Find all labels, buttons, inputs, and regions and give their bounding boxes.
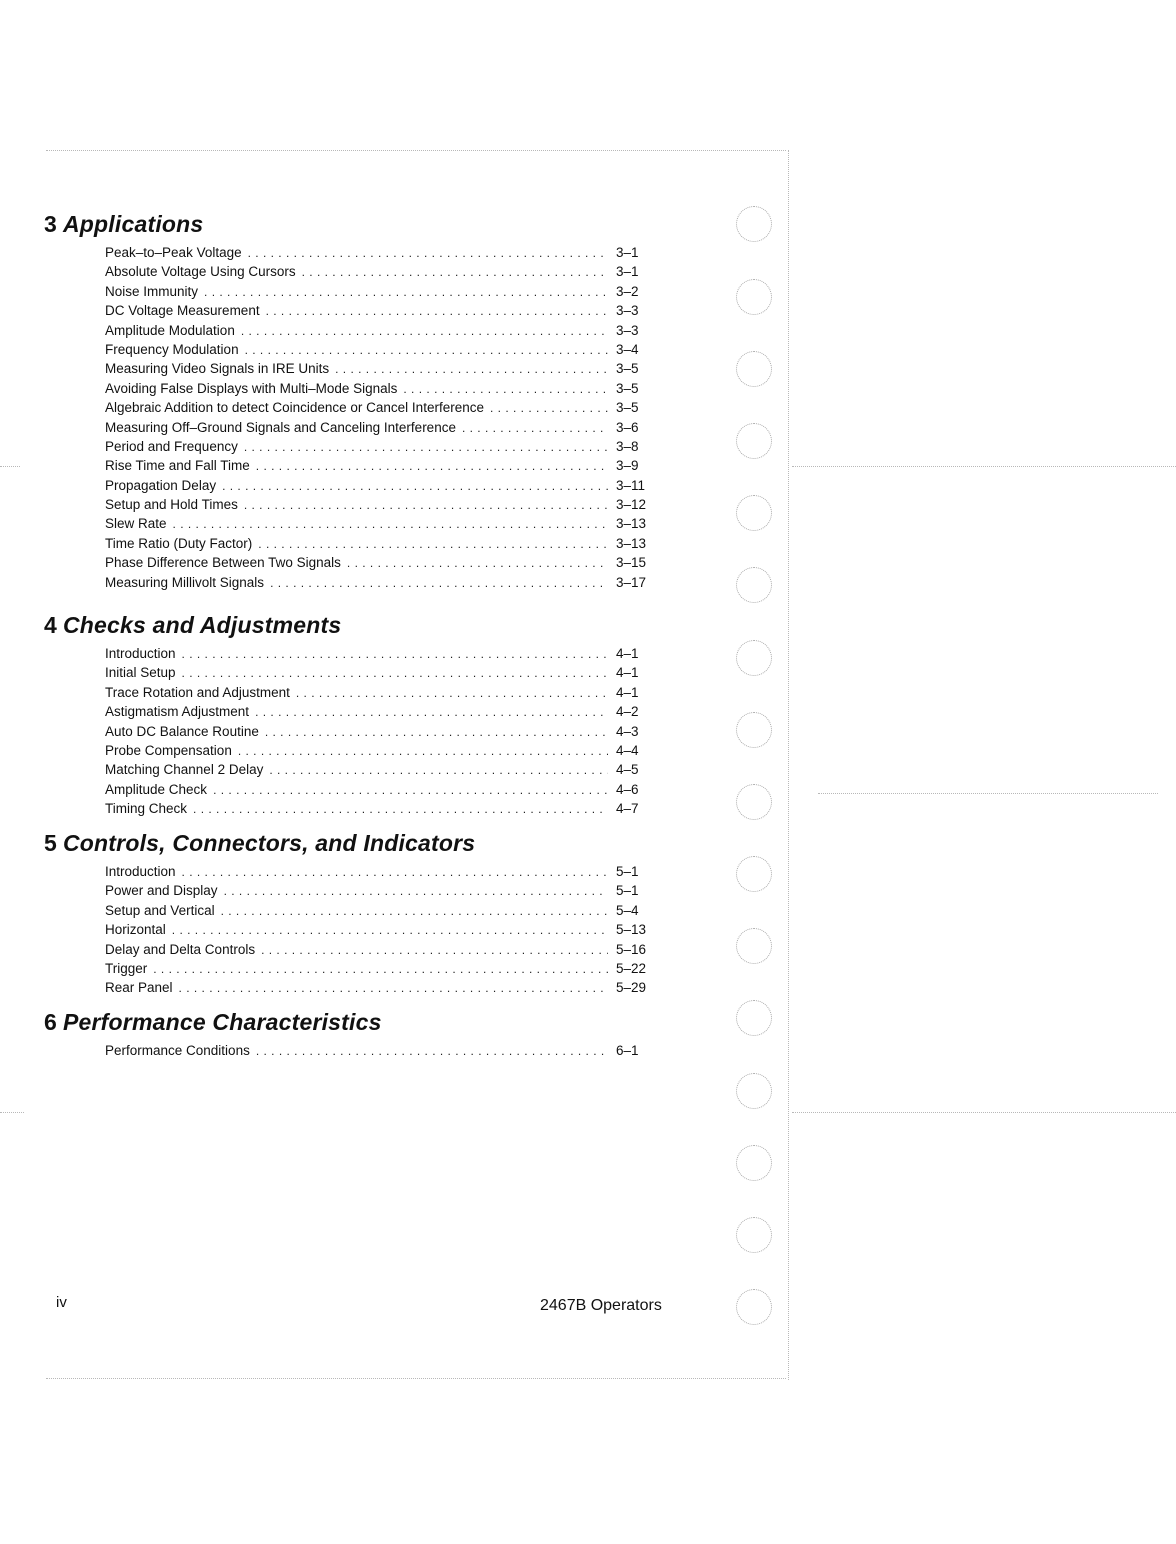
section-number: 4	[44, 612, 57, 638]
toc-entry	[105, 780, 660, 799]
toc-entry-title: Probe Compensation	[105, 742, 232, 758]
dot-leader	[462, 419, 608, 438]
toc-entry	[105, 243, 660, 262]
section-number: 6	[44, 1009, 57, 1035]
toc-entry-page: 5–16	[616, 941, 647, 957]
toc-entry-title: Auto DC Balance Routine	[105, 723, 259, 739]
toc-entry-title: Algebraic Addition to detect Coincidence or Cancel Interference	[105, 400, 484, 416]
toc-entry	[105, 940, 660, 959]
toc-entry-page: 5–1	[616, 864, 639, 879]
toc-entry-title: Introduction	[105, 864, 176, 879]
page-top-edge	[46, 150, 786, 151]
section-title: Controls, Connectors, and Indicators	[63, 830, 476, 856]
toc-entry-title: Delay and Delta Controls	[105, 941, 256, 957]
toc-entry	[105, 437, 660, 456]
toc-entry-title: Rise Time and Fall Time	[105, 458, 250, 474]
toc-entry	[105, 398, 660, 417]
dot-leader	[265, 723, 608, 742]
toc-entry-page: 5–13	[616, 922, 647, 938]
toc-entry	[105, 799, 660, 818]
toc-entry-title: Amplitude Modulation	[105, 322, 235, 338]
toc-entry-page: 3–17	[616, 574, 647, 590]
toc-entry-title: Horizontal	[105, 922, 166, 938]
toc-entry-title: Noise Immunity	[105, 283, 199, 299]
toc-entry	[105, 881, 660, 900]
page-number: iv	[56, 1294, 67, 1311]
toc-entry	[105, 741, 660, 760]
binder-hole	[736, 1000, 772, 1036]
toc-entry	[105, 1041, 660, 1060]
toc-entry	[105, 573, 660, 592]
toc-entry-page: 3–5	[616, 400, 639, 416]
toc-entry-page: 3–13	[616, 516, 647, 532]
section-title: Checks and Adjustments	[63, 612, 342, 638]
binder-hole	[736, 279, 772, 315]
toc-entry-page: 4–6	[616, 781, 639, 797]
toc-entry	[105, 340, 660, 359]
toc-entry	[105, 379, 660, 398]
toc-entry-page: 3–15	[616, 555, 647, 571]
toc-entry-page: 3–2	[616, 283, 639, 299]
binder-hole	[736, 1073, 772, 1109]
toc-entry-title: Matching Channel 2 Delay	[105, 762, 264, 778]
toc-entry-page: 3–8	[616, 438, 639, 454]
toc-entry-page: 4–3	[616, 723, 639, 739]
toc-entry	[105, 663, 660, 682]
toc-entry	[105, 514, 660, 533]
dot-leader	[193, 800, 608, 819]
dot-leader	[213, 781, 608, 800]
toc-entry-title: Rear Panel	[105, 980, 173, 996]
dot-leader	[182, 863, 608, 882]
binder-hole	[736, 423, 772, 459]
toc-entry-page: 3–4	[616, 341, 639, 357]
toc-entry-page: 3–9	[616, 458, 639, 474]
toc-entry-title: Astigmatism Adjustment	[105, 704, 250, 720]
toc-entry-page: 3–5	[616, 361, 639, 377]
toc-entry-title: Introduction	[105, 646, 176, 661]
binder-hole	[736, 567, 772, 603]
dot-leader	[302, 263, 608, 282]
toc-entry-title: Period and Frequency	[105, 438, 238, 454]
dot-leader	[182, 664, 608, 683]
toc-section	[44, 209, 684, 592]
binder-hole	[736, 784, 772, 820]
toc-entry-title: Amplitude Check	[105, 781, 208, 797]
toc-entry-title: Power and Display	[105, 883, 218, 899]
toc-entry-list	[44, 1041, 684, 1060]
toc-section	[44, 1007, 684, 1060]
page-bottom-edge	[46, 1378, 786, 1379]
section-number: 3	[44, 211, 57, 237]
toc-entry-title: Propagation Delay	[105, 477, 217, 493]
dot-leader	[182, 645, 608, 664]
toc-entry-page: 3–1	[616, 264, 639, 280]
dot-leader	[490, 399, 608, 418]
dot-leader	[172, 921, 608, 940]
dot-leader	[221, 902, 608, 921]
scan-artifact-line	[818, 793, 1158, 794]
toc-entry	[105, 722, 660, 741]
toc-entry-page: 4–4	[616, 742, 639, 758]
toc-entry	[105, 644, 660, 663]
section-title: Performance Characteristics	[63, 1009, 382, 1035]
toc-entry-list	[44, 862, 684, 998]
toc-entry	[105, 456, 660, 475]
toc-entry	[105, 862, 660, 881]
section-number: 5	[44, 830, 57, 856]
toc-entry	[105, 760, 660, 779]
toc-entry-page: 5–4	[616, 902, 639, 918]
section-heading	[44, 1007, 684, 1037]
scan-artifact-line	[792, 1112, 1176, 1113]
toc-entry-page: 3–12	[616, 497, 647, 513]
toc-entry-page: 3–5	[616, 380, 639, 396]
toc-entry	[105, 534, 660, 553]
toc-entry	[105, 702, 660, 721]
binder-hole	[736, 351, 772, 387]
toc-entry-title: Phase Difference Between Two Signals	[105, 555, 341, 571]
dot-leader	[256, 1042, 608, 1061]
toc-entry	[105, 262, 660, 281]
toc-entry-page: 3–11	[616, 477, 646, 493]
toc-entry-title: Frequency Modulation	[105, 341, 239, 357]
toc-entry-title: DC Voltage Measurement	[105, 303, 260, 319]
toc-entry-page: 5–29	[616, 980, 647, 996]
toc-entry-page: 3–3	[616, 322, 639, 338]
dot-leader	[222, 477, 608, 496]
toc-entry-title: Initial Setup	[105, 665, 176, 681]
binder-hole	[736, 928, 772, 964]
scan-artifact-line	[0, 1112, 24, 1113]
toc-entry-title: Absolute Voltage Using Cursors	[105, 264, 296, 280]
toc-entry	[105, 321, 660, 340]
toc-entry	[105, 282, 660, 301]
toc-entry-list	[44, 243, 684, 592]
dot-leader	[173, 515, 608, 534]
toc-entry	[105, 978, 660, 997]
page-right-edge	[788, 150, 789, 1380]
dot-leader	[256, 457, 608, 476]
toc-entry	[105, 476, 660, 495]
dot-leader	[248, 244, 608, 263]
dot-leader	[270, 574, 608, 593]
toc-entry-list	[44, 644, 684, 819]
toc-entry	[105, 920, 660, 939]
toc-entry-page: 6–1	[616, 1043, 639, 1058]
section-heading	[44, 209, 684, 239]
scan-artifact-line	[792, 466, 1176, 467]
binder-hole	[736, 206, 772, 242]
toc-entry-title: Time Ratio (Duty Factor)	[105, 535, 253, 551]
toc-entry-page: 3–3	[616, 303, 639, 319]
toc-entry-page: 3–13	[616, 535, 647, 551]
section-heading	[44, 610, 684, 640]
toc-entry-page: 4–5	[616, 762, 639, 778]
toc-entry-page: 4–1	[616, 665, 639, 681]
binder-hole	[736, 1289, 772, 1325]
toc-entry-title: Slew Rate	[105, 516, 167, 532]
dot-leader	[245, 341, 608, 360]
binder-hole	[736, 856, 772, 892]
section-title: Applications	[63, 211, 204, 237]
toc-entry	[105, 901, 660, 920]
dot-leader	[258, 535, 608, 554]
dot-leader	[224, 882, 608, 901]
dot-leader	[179, 979, 608, 998]
dot-leader	[347, 554, 608, 573]
toc-entry-title: Avoiding False Displays with Multi–Mode Signals	[105, 380, 398, 396]
scan-artifact-line	[0, 466, 20, 467]
toc-entry-title: Trace Rotation and Adjustment	[105, 684, 290, 700]
binder-hole	[736, 640, 772, 676]
toc-entry-title: Setup and Hold Times	[105, 497, 238, 513]
toc-entry-title: Setup and Vertical	[105, 902, 215, 918]
toc-entry-title: Timing Check	[105, 801, 188, 817]
dot-leader	[238, 742, 608, 761]
toc-entry	[105, 553, 660, 572]
toc-entry-title: Measuring Video Signals in IRE Units	[105, 361, 330, 377]
toc-entry	[105, 495, 660, 514]
toc-entry	[105, 359, 660, 378]
dot-leader	[266, 302, 608, 321]
dot-leader	[335, 360, 608, 379]
toc-entry-title: Measuring Millivolt Signals	[105, 574, 265, 590]
toc-entry-page: 4–1	[616, 646, 639, 661]
binder-hole	[736, 495, 772, 531]
dot-leader	[296, 684, 608, 703]
dot-leader	[241, 322, 608, 341]
toc-entry-page: 4–7	[616, 801, 639, 817]
toc-entry-title: Performance Conditions	[105, 1043, 250, 1058]
toc-entry	[105, 959, 660, 978]
toc-entry-page: 5–22	[616, 960, 647, 976]
section-heading	[44, 828, 684, 858]
dot-leader	[244, 496, 608, 515]
toc-entry	[105, 301, 660, 320]
toc-entry-page: 4–1	[616, 684, 639, 700]
binder-hole	[736, 712, 772, 748]
toc-entry	[105, 418, 660, 437]
binder-hole	[736, 1145, 772, 1181]
toc-entry	[105, 683, 660, 702]
toc-entry-page: 3–6	[616, 419, 639, 435]
dot-leader	[244, 438, 608, 457]
dot-leader	[403, 380, 608, 399]
dot-leader	[204, 283, 608, 302]
toc-entry-page: 4–2	[616, 704, 639, 720]
toc-entry-title: Measuring Off–Ground Signals and Canceling Interference	[105, 419, 456, 435]
dot-leader	[261, 941, 608, 960]
dot-leader	[255, 703, 608, 722]
toc-entry-page: 3–1	[616, 245, 639, 260]
toc-entry-page: 5–1	[616, 883, 639, 899]
toc-section	[44, 828, 684, 998]
binder-hole	[736, 1217, 772, 1253]
toc-section	[44, 610, 684, 819]
toc-entry-title: Peak–to–Peak Voltage	[105, 245, 242, 260]
manual-title: 2467B Operators	[540, 1297, 662, 1314]
toc-entry-title: Trigger	[105, 960, 148, 976]
dot-leader	[153, 960, 608, 979]
dot-leader	[269, 761, 608, 780]
